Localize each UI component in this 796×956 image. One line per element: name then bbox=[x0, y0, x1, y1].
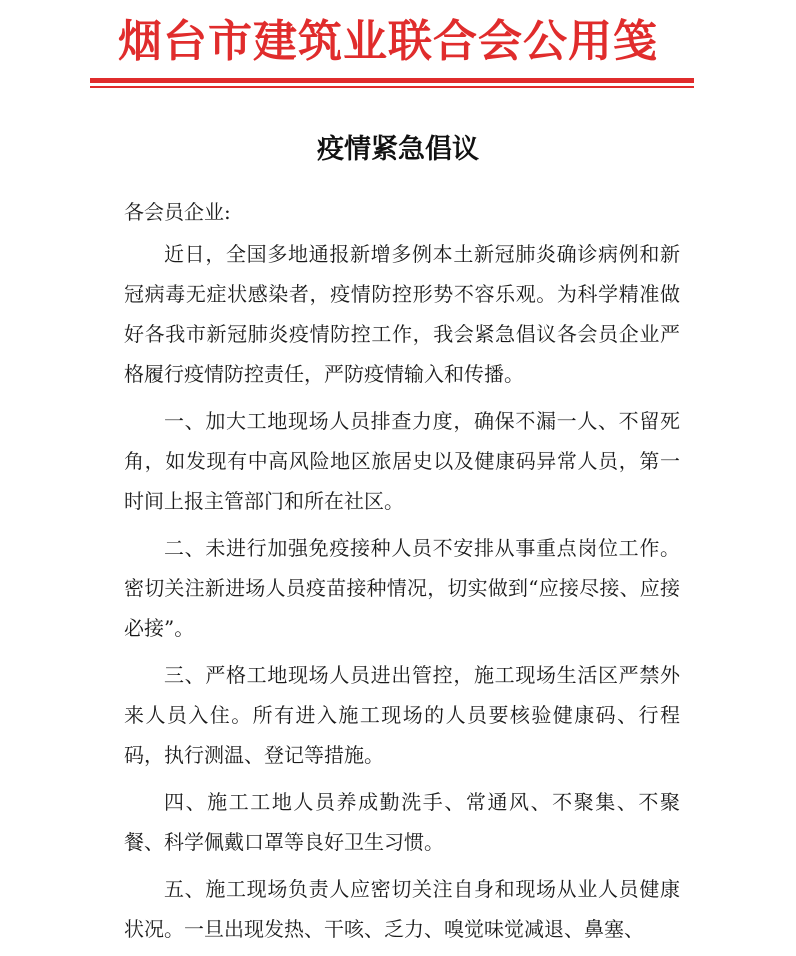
paragraph-item-5: 五、施工现场负责人应密切关注自身和现场从业人员健康状况。一旦出现发热、干咳、乏力、嗅觉味觉减退、鼻塞、 bbox=[124, 877, 680, 941]
paragraph-item-4: 四、施工工地人员养成勤洗手、常通风、不聚集、不聚餐、科学佩戴口罩等良好卫生习惯。 bbox=[124, 790, 680, 854]
salutation: 各会员企业: bbox=[124, 200, 231, 224]
letterhead-title: 烟台市建筑业联合会公用笺 bbox=[118, 16, 658, 67]
document-title: 疫情紧急倡议 bbox=[317, 134, 479, 165]
letterhead-rule-thin bbox=[90, 86, 694, 88]
paragraph-item-2: 二、未进行加强免疫接种人员不安排从事重点岗位工作。密切关注新进场人员疫苗接种情况，切实做到“应接尽接、应接必接”。 bbox=[124, 536, 680, 640]
letterhead bbox=[0, 8, 796, 78]
document-body bbox=[124, 192, 680, 956]
paragraph-item-3: 三、严格工地现场人员进出管控，施工现场生活区严禁外来人员入住。所有进入施工现场的人员要核验健康码、行程码，执行测温、登记等措施。 bbox=[124, 663, 680, 767]
letterhead-rule-thick bbox=[90, 78, 694, 83]
paragraph-item-1: 一、加大工地现场人员排查力度，确保不漏一人、不留死角，如发现有中高风险地区旅居史以及健康码异常人员，第一时间上报主管部门和所在社区。 bbox=[124, 409, 680, 513]
paragraph-intro: 近日，全国多地通报新增多例本土新冠肺炎确诊病例和新冠病毒无症状感染者，疫情防控形势不容乐观。为科学精准做好各我市新冠肺炎疫情防控工作，我会紧急倡议各会员企业严格履行疫情防控责任，严防疫情输入和传播。 bbox=[124, 242, 680, 386]
